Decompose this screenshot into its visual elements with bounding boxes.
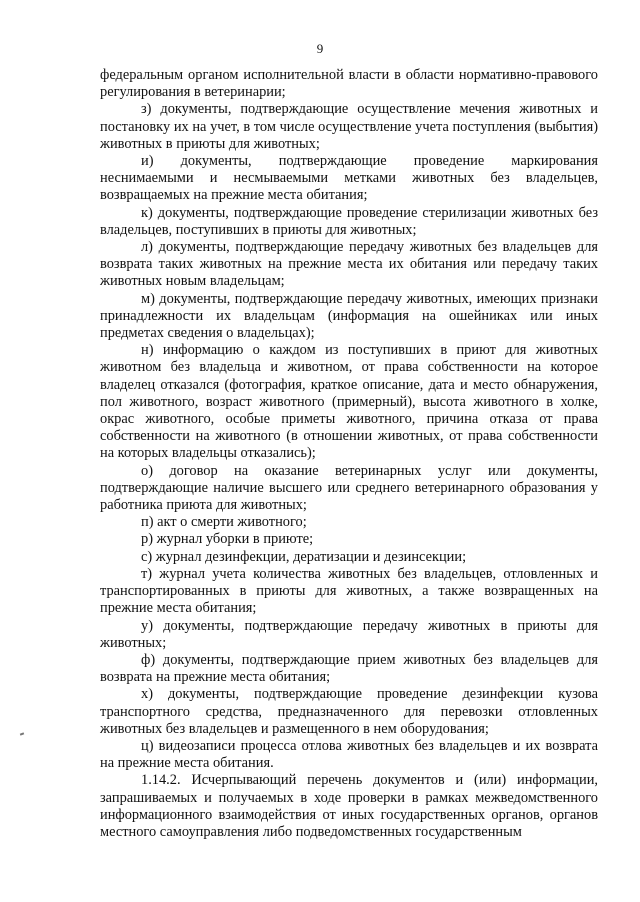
section-1-14-2: 1.14.2. Исчерпывающий перечень документов и (или) информации, запрашиваемых и получаемых в ходе проверки в рамках межведомственного информационного взаимодействия от иных государственных органов, органов местного самоуправления либо подведомственных государственным <box>100 772 598 840</box>
page-number: 9 <box>316 41 324 56</box>
list-item-o: о) договор на оказание ветеринарных услуг или документы, подтверждающие наличие высшего или среднего ветеринарного образования у работника приюта для животных; <box>100 462 598 514</box>
list-item-u: у) документы, подтверждающие передачу животных в приюты для животных; <box>100 617 598 651</box>
list-item-m: м) документы, подтверждающие передачу животных, имеющих признаки принадлежности их владельцам (информация на ошейниках или иных предметах сведения о владельцах); <box>100 290 598 342</box>
paragraph-continuation: федеральным органом исполнительной власти в области нормативно-правового регулирования в ветеринарии; <box>100 67 598 101</box>
list-item-i: и) документы, подтверждающие проведение маркирования неснимаемыми и несмываемыми метками животных без владельцев, возвращаемых на прежние места обитания; <box>100 153 598 204</box>
list-item-t: т) журнал учета количества животных без владельцев, отловленных и транспортированных в приюты для животных, а также возвращенных на прежние места обитания; <box>100 565 598 617</box>
list-item-kh: х) документы, подтверждающие проведение дезинфекции кузова транспортного средства, предназначенного для перевозки отловленных животных без владельцев и размещенного в нем оборудования; <box>100 686 598 737</box>
list-item-k: к) документы, подтверждающие проведение стерилизации животных без владельцев, поступивших в приюты для животных; <box>100 204 598 238</box>
scan-mark <box>20 732 24 735</box>
list-item-l: л) документы, подтверждающие передачу животных без владельцев для возврата таких животных на прежние места их обитания или передачу таких животных новым владельцам; <box>100 239 598 290</box>
list-item-r: р) журнал уборки в приюте; <box>141 531 314 548</box>
list-item-ts: ц) видеозаписи процесса отлова животных без владельцев и их возврата на прежние места обитания. <box>100 737 598 772</box>
list-item-s: с) журнал дезинфекции, дератизации и дезинсекции; <box>141 548 467 565</box>
list-item-f: ф) документы, подтверждающие прием животных без владельцев для возврата на прежние места обитания; <box>100 651 598 686</box>
document-body <box>100 67 598 841</box>
list-item-n: н) информацию о каждом из поступивших в приют для животных животном без владельца и животном, от права собственности на которое владелец отказался (фотография, краткое описание, дата и место обнаружения, пол животного, возраст животного (примерный), высота животного в холке, окрас животного, особые приметы животного, причина отказа от права собственности на животного (в отношении животных, от права собственности на которых владельцы отказались); <box>100 342 598 462</box>
list-item-z: з) документы, подтверждающие осуществление мечения животных и постановку их на учет, в том числе осуществление учета поступления (выбытия) животных в приюты для животных; <box>100 101 598 152</box>
list-item-p: п) акт о смерти животного; <box>141 514 307 531</box>
